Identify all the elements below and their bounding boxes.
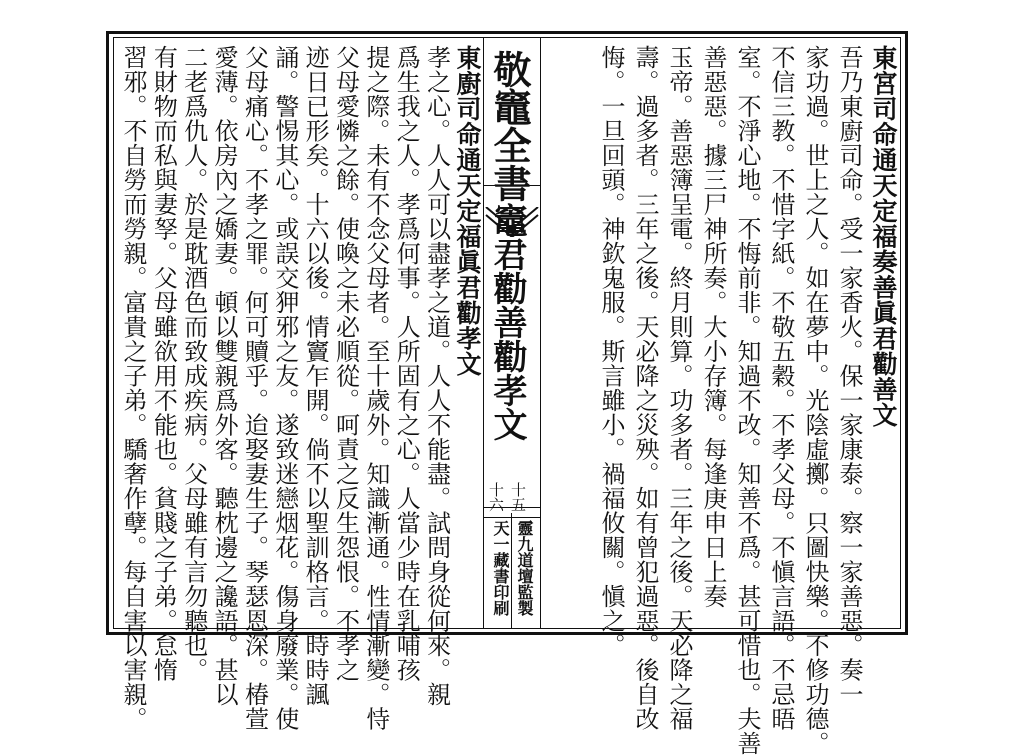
spine-title: 竈君勸善勸孝文 [487,203,527,441]
text-column: 父母痛心。不孝之罪。何可贖乎。迨娶妻生子。琴瑟恩深。椿萱 [240,45,269,731]
spine-split [511,513,512,628]
text-column: 孝之心。人人可以盡孝之道。人人不能盡。試問身從何來。親 [422,45,451,707]
text-column: 二老爲仇人。於是耽酒色而致成疾病。父母雖有言勿聽也。 [179,45,208,682]
text-column: 有財物而私與妻孥。父母雖欲用不能也。貧賤之子弟。怠惰 [149,45,178,682]
text-column: 誦。警惕其心。或誤交狎邪之友。遂致迷戀烟花。傷身廢業。使 [270,45,299,731]
text-column: 爲生我之人。孝爲何事。人所固有之心。人當少時在乳哺孩 [392,45,421,682]
text-column: 愛薄。依房內之嬌妻。頓以雙親爲外客。聽枕邊之讒語。甚以 [210,45,239,707]
text-column: 不信三教。不惜字紙。不敬五穀。不孝父母。不愼言語。不忌晤 [767,45,795,731]
book-title: 敬竈全書 [487,50,532,202]
text-column: 迹日已形矣。十六以後。情竇乍開。倘不以聖訓格言。時時諷 [301,45,330,707]
text-column: 善惡惡。據三尸神所奏。大小存簿。每逢庚申日上奏 [699,45,727,609]
text-column: 室。不淨心地。不悔前非。知過不改。知善不爲。甚可惜也。夫善 [733,45,761,756]
page-number-right: 十五 [509,482,527,512]
text-column: 壽。過多者。三年之後。天必降之災殃。如有曾犯過惡。後自改 [631,45,659,731]
spine-divider [484,517,540,518]
text-column: 家功過。世上之人。如在夢中。光陰虛擲。只圖快樂。不修功德。 [801,45,829,756]
text-column: 習邪。不自勞而勞親。富貴之子弟。驕奢作孽。每自害以害親。 [119,45,147,731]
text-column: 悔。一旦回頭。神欽鬼服。斯言雖小。禍福攸關。愼之。 [597,45,625,658]
publisher-note-right: 靈九道壇監製 [515,520,534,616]
page-number-left: 十六 [487,482,505,512]
publisher-note-left: 天一藏書印刷 [491,520,510,616]
text-column: 吾乃東廚司命。受一家香火。保一家康泰。察一家善惡。奏一 [835,45,863,707]
text-column: 玉帝。善惡簿呈電。終月則算。功多者。三年之後。天必降之福 [665,45,693,731]
text-column: 提之際。未有不念父母者。至十歲外。知識漸通。性情漸變。恃 [361,45,390,731]
text-column: 父母愛憐之餘。使喚之未必順從。呵責之反生怨恨。不孝之 [331,45,360,682]
right-page-heading: 東宮司命通天定福奏善眞君勸善文 [869,45,898,428]
left-page-heading: 東廚司命通天定福眞君勸孝文 [453,45,482,377]
